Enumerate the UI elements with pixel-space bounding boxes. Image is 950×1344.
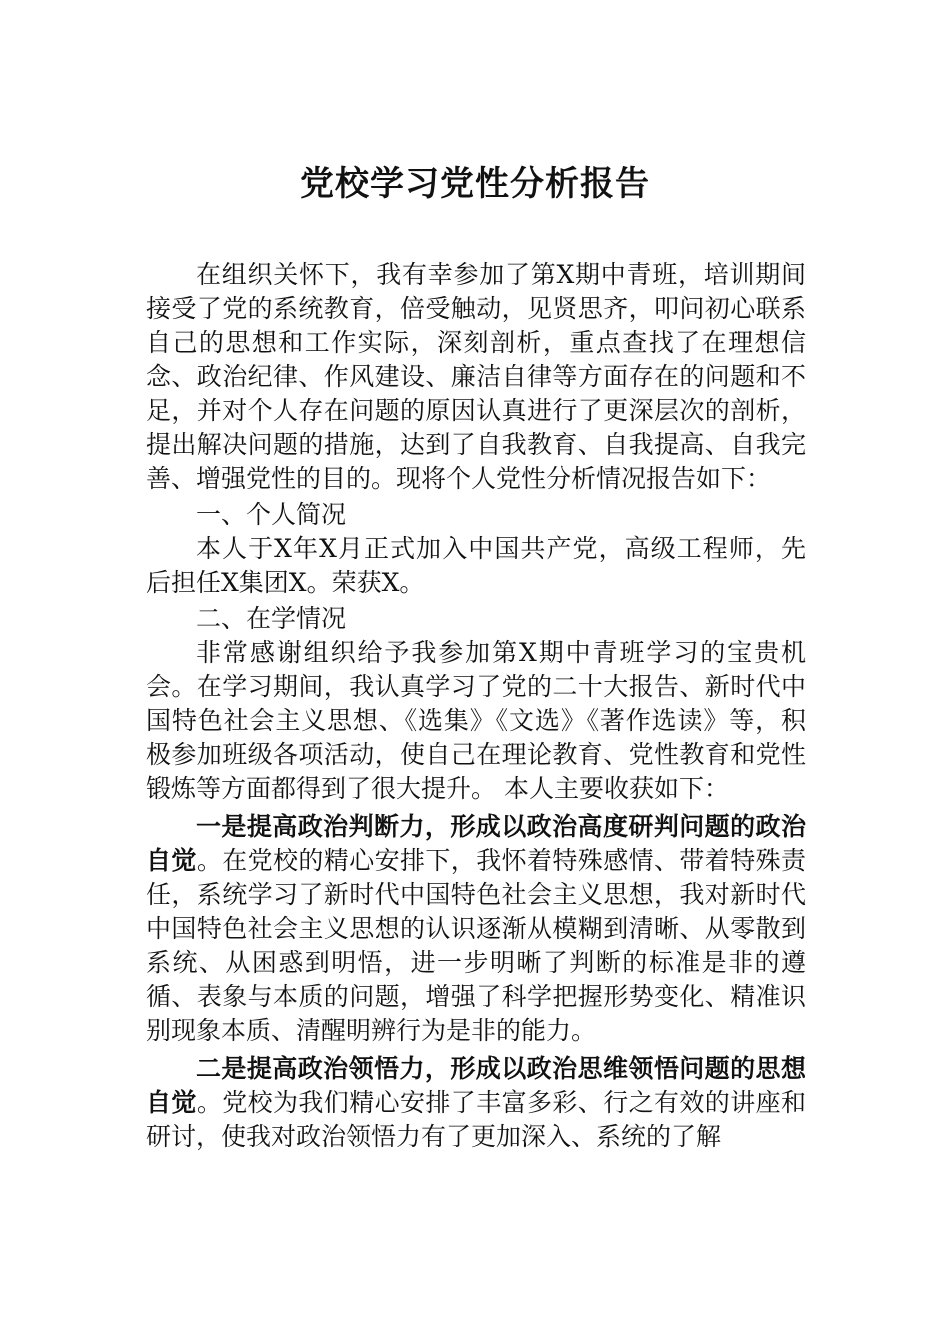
document-title: 党校学习党性分析报告 [300, 164, 650, 204]
personal-profile-paragraph: 本人于X年X月正式加入中国共产党，高级工程师，先后担任X集团X。荣获X。 [146, 534, 806, 597]
point-one-paragraph [146, 810, 806, 1048]
point-two-lead: 二是提高政治领悟力，形成以政治思维领悟问题的思想自觉 [146, 1054, 806, 1117]
point-one-text: 。在党校的精心安排下，我怀着特殊感情、带着特殊责任，系统学习了新时代中国特色社会主义思想，我对新时代中国特色社会主义思想的认识逐渐从模糊到清晰、从零散到系统、从困惑到明悟，进一步明晰了判断的标准是非的遵循、表象与本质的问题，增强了科学把握形势变化、精准识别现象本质、清醒明辨行为是非的能力。 [146, 846, 806, 1045]
point-two-text: 。党校为我们精心安排了丰富多彩、行之有效的讲座和研讨，使我对政治领悟力有了更加深入、系统的了解 [146, 1088, 806, 1151]
document-body [146, 258, 806, 1154]
section-heading-personal-profile: 一、个人简况 [196, 500, 347, 529]
section-heading-study-status: 二、在学情况 [196, 604, 347, 633]
point-one-lead: 一是提高政治判断力，形成以政治高度研判问题的政治自觉 [146, 812, 806, 875]
study-status-paragraph: 非常感谢组织给予我参加第X期中青班学习的宝贵机会。在学习期间，我认真学习了党的二十大报告、新时代中国特色社会主义思想、《选集》《文选》《著作选读》等，积极参加班级各项活动，使自己在理论教育、党性教育和党性锻炼等方面都得到了很大提升。 本人主要收获如下： [146, 638, 806, 803]
intro-paragraph: 在组织关怀下，我有幸参加了第X期中青班，培训期间接受了党的系统教育，倍受触动，见贤思齐，叩问初心联系自己的思想和工作实际，深刻剖析，重点查找了在理想信念、政治纪律、作风建设、廉洁自律等方面存在的问题和不足，并对个人存在问题的原因认真进行了更深层次的剖析，提出解决问题的措施，达到了自我教育、自我提高、自我完善、增强党性的目的。现将个人党性分析情况报告如下： [146, 260, 806, 493]
point-two-paragraph [146, 1052, 806, 1154]
